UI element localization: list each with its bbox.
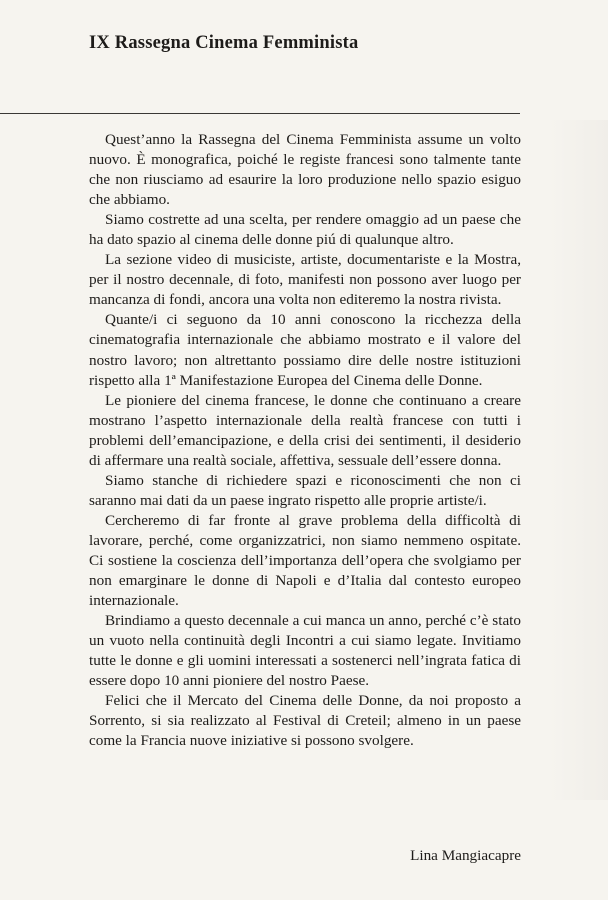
- paragraph-3: La sezione video di musiciste, artiste, documentariste e la Mostra, per il nostro decennale, di foto, manifesti non possono aver luogo per mancanza di fondi, ancora una volta non editeremo la nostra rivista.: [89, 251, 521, 309]
- paragraph-9: Felici che il Mercato del Cinema delle Donne, da noi proposto a Sorrento, si sia realizzato al Festival di Creteil; almeno in un paese come la Francia nuove iniziative si possono svolgere.: [89, 692, 521, 750]
- author-signature: Lina Mangiacapre: [410, 847, 521, 864]
- paragraph-5: Le pioniere del cinema francese, le donne che continuano a creare mostrano l’aspetto internazionale della realtà francese con tutti i problemi dell’emancipazione, e della crisi dei sentimenti, il desiderio di affermare una realtà sociale, affettiva, sessuale dell’essere donna.: [89, 391, 521, 469]
- paragraph-1: Quest’anno la Rassegna del Cinema Femminista assume un volto nuovo. È monografica, poiché le registe francesi sono talmente tante che non riusciamo ad esaurire la loro produzione nello spazio esiguo che abbiamo.: [89, 131, 521, 209]
- page-title: IX Rassegna Cinema Femminista: [89, 33, 359, 53]
- article-body: [89, 130, 521, 751]
- title-divider: [0, 113, 520, 114]
- paragraph-4: Quante/i ci seguono da 10 anni conoscono la ricchezza della cinematografia internazionale che abbiamo mostrato e il valore del nostro lavoro; non altrettanto possiamo dire delle nostre istituzioni rispetto alla 1ª Manifestazione Europea del Cinema delle Donne.: [89, 311, 521, 389]
- paragraph-7: Cercheremo di far fronte al grave problema della difficoltà di lavorare, perché, come organizzatrici, non siamo nemmeno ospitate. Ci sostiene la coscienza dell’importanza dell’opera che svolgiamo per non emarginare le donne di Napoli e d’Italia dal contesto europeo internazionale.: [89, 511, 521, 610]
- page-bleed-through: [548, 120, 608, 800]
- paragraph-6: Siamo stanche di richiedere spazi e riconoscimenti che non ci saranno mai dati da un paese ingrato rispetto alle proprie artiste/i.: [89, 471, 521, 509]
- paragraph-8: Brindiamo a questo decennale a cui manca un anno, perché c’è stato un vuoto nella continuità degli Incontri a cui siamo legate. Invitiamo tutte le donne e gli uomini interessati a sostenerci nell’ingrata fatica di essere dopo 10 anni pioniere del nostro Paese.: [89, 612, 521, 690]
- paragraph-2: Siamo costrette ad una scelta, per rendere omaggio ad un paese che ha dato spazio al cinema delle donne piú di qualunque altro.: [89, 211, 521, 249]
